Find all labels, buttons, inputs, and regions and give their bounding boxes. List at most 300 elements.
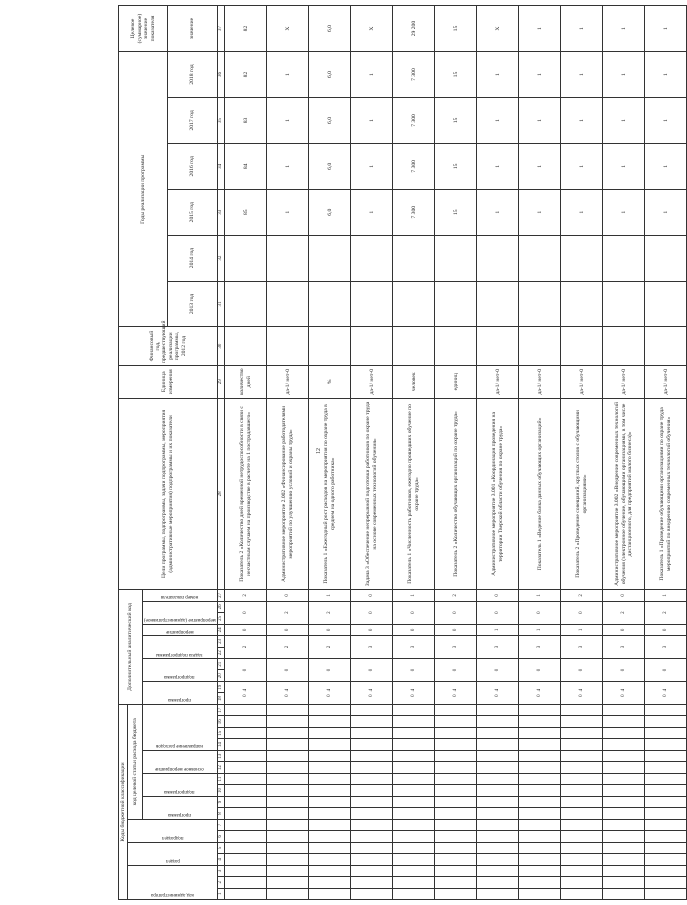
- year-value-cell: 85: [225, 189, 267, 235]
- year-value-cell: 15: [435, 189, 477, 235]
- table-row: [477, 6, 519, 900]
- budget-code-cell: [603, 831, 645, 842]
- goal-description-cell: Показатель 1 «Численность работников, ежегодно прошедших обучение по охране труда»: [393, 398, 435, 589]
- add-subprogram-cell: 0: [561, 659, 603, 682]
- code-digit: 0: [243, 694, 249, 697]
- table-row: [267, 6, 309, 900]
- budget-code-cell: [267, 704, 309, 716]
- year-value-cell: 7 300: [393, 97, 435, 143]
- column-index-cell: 20: [217, 670, 225, 681]
- budget-code-cell: [477, 854, 519, 865]
- unit-cell: да-1/ нет-0: [351, 365, 393, 398]
- fin-year-cell: [393, 327, 435, 365]
- budget-code-cell: [561, 739, 603, 750]
- code-digit: 0: [453, 694, 459, 697]
- budget-code-cell: [393, 750, 435, 761]
- budget-code-cell: [393, 819, 435, 830]
- budget-code-cell: [519, 808, 561, 819]
- budget-code-cell: [477, 785, 519, 796]
- year-value-cell: [477, 235, 519, 281]
- budget-code-cell: [477, 773, 519, 784]
- column-index-cell: 37: [217, 6, 225, 52]
- budget-code-cell: [267, 796, 309, 807]
- budget-code-cell: [309, 727, 351, 738]
- budget-code-cell: [561, 704, 603, 716]
- budget-code-cell: [225, 888, 267, 899]
- year-value-cell: [393, 235, 435, 281]
- budget-code-cell: [603, 888, 645, 899]
- fin-year-cell: [477, 327, 519, 365]
- header-admin-code: код администратора: [128, 865, 217, 899]
- column-index-cell: 13: [217, 750, 225, 761]
- budget-code-cell: [603, 739, 645, 750]
- year-value-cell: 1: [351, 143, 393, 189]
- target-value-cell: 29 200: [393, 6, 435, 52]
- budget-code-cell: [267, 831, 309, 842]
- budget-code-cell: [225, 727, 267, 738]
- year-value-cell: [435, 235, 477, 281]
- budget-code-cell: [309, 785, 351, 796]
- column-index-cell: 9: [217, 796, 225, 807]
- code-digit: 0: [327, 694, 333, 697]
- year-value-cell: 7 300: [393, 143, 435, 189]
- budget-code-cell: [477, 704, 519, 716]
- column-index-cell: 35: [217, 97, 225, 143]
- budget-code-cell: [393, 796, 435, 807]
- year-value-cell: 1: [645, 189, 687, 235]
- year-value-cell: 1: [351, 189, 393, 235]
- year-value-cell: 6,0: [309, 189, 351, 235]
- add-subprogram-cell: 0: [603, 659, 645, 682]
- year-value-cell: [519, 281, 561, 327]
- budget-code-cell: [519, 773, 561, 784]
- add-admin-event-cell: 2: [267, 601, 309, 624]
- fin-year-cell: [519, 327, 561, 365]
- budget-code-cell: [645, 796, 687, 807]
- budget-code-cell: [519, 716, 561, 727]
- add-indicator-cell: 1: [393, 590, 435, 602]
- add-admin-event-cell: 0: [393, 601, 435, 624]
- budget-code-cell: [603, 808, 645, 819]
- column-index-cell: 1: [217, 888, 225, 899]
- budget-code-cell: [645, 865, 687, 876]
- table-row: [519, 6, 561, 900]
- add-task-cell: 3: [645, 636, 687, 659]
- budget-code-cell: [309, 854, 351, 865]
- budget-code-cell: [519, 796, 561, 807]
- header-subprogram: подпрограмма: [142, 773, 217, 796]
- year-value-cell: 1: [603, 189, 645, 235]
- budget-code-cell: [477, 808, 519, 819]
- budget-code-cell: [309, 842, 351, 853]
- budget-code-cell: [561, 762, 603, 773]
- budget-code-cell: [477, 842, 519, 853]
- code-digit: 0: [663, 694, 669, 697]
- header-year-2015: 2015 год: [168, 189, 217, 235]
- budget-code-cell: [645, 785, 687, 796]
- year-value-cell: [351, 235, 393, 281]
- budget-code-cell: [351, 739, 393, 750]
- add-admin-event-cell: 0: [561, 601, 603, 624]
- budget-code-cell: [309, 819, 351, 830]
- budget-code-cell: [393, 773, 435, 784]
- column-index-cell: 15: [217, 727, 225, 738]
- year-value-cell: 1: [519, 52, 561, 98]
- budget-code-cell: [267, 773, 309, 784]
- year-value-cell: [603, 235, 645, 281]
- header-fin-year: Финансовый год, предшествующий реализации программы, 2012 год: [119, 327, 218, 365]
- year-value-cell: 1: [645, 52, 687, 98]
- program-table: [118, 5, 687, 900]
- add-admin-event-cell: 0: [225, 601, 267, 624]
- add-indicator-cell: 2: [435, 590, 477, 602]
- year-value-cell: 1: [477, 97, 519, 143]
- year-value-cell: 1: [477, 52, 519, 98]
- budget-code-cell: [561, 785, 603, 796]
- budget-code-cell: [435, 877, 477, 888]
- budget-code-cell: [309, 739, 351, 750]
- column-index-cell: 19: [217, 681, 225, 692]
- add-event-cell: 1: [519, 624, 561, 635]
- code-digit: 4: [285, 688, 291, 692]
- budget-code-cell: [477, 727, 519, 738]
- budget-code-cell: [393, 727, 435, 738]
- code-digit: 4: [453, 688, 459, 692]
- budget-code-cell: [225, 739, 267, 750]
- budget-code-cell: [519, 854, 561, 865]
- column-index-cell: 2: [217, 877, 225, 888]
- table-row: [603, 6, 645, 900]
- budget-code-cell: [225, 854, 267, 865]
- budget-code-cell: [603, 704, 645, 716]
- budget-code-cell: [645, 773, 687, 784]
- budget-code-cell: [435, 796, 477, 807]
- budget-code-cell: [561, 854, 603, 865]
- budget-code-cell: [309, 865, 351, 876]
- budget-code-cell: [603, 762, 645, 773]
- year-value-cell: 1: [561, 97, 603, 143]
- header-year-2018: 2018 год: [168, 52, 217, 98]
- unit-cell: единиц: [435, 365, 477, 398]
- budget-code-cell: [351, 819, 393, 830]
- year-value-cell: [519, 235, 561, 281]
- year-value-cell: [645, 281, 687, 327]
- column-index-cell: 10: [217, 785, 225, 796]
- code-digit: 0: [495, 694, 501, 697]
- rotated-sheet: [118, 0, 672, 900]
- add-task-cell: 2: [225, 636, 267, 659]
- budget-code-cell: [309, 877, 351, 888]
- budget-code-cell: [351, 865, 393, 876]
- budget-code-cell: [435, 808, 477, 819]
- header-years: Годы реализации программы: [119, 52, 168, 327]
- target-value-cell: Х: [477, 6, 519, 52]
- budget-code-cell: [645, 854, 687, 865]
- column-index-cell: 24: [217, 624, 225, 635]
- code-digit: 4: [579, 688, 585, 692]
- budget-code-cell: [645, 762, 687, 773]
- budget-code-cell: [225, 704, 267, 716]
- budget-code-cell: [309, 750, 351, 761]
- fin-year-cell: [267, 327, 309, 365]
- column-index-cell: 27: [217, 590, 225, 602]
- budget-code-cell: [603, 865, 645, 876]
- fin-year-cell: [225, 327, 267, 365]
- budget-code-cell: [225, 716, 267, 727]
- add-subprogram-cell: 0: [393, 659, 435, 682]
- budget-code-cell: [225, 773, 267, 784]
- year-value-cell: [603, 281, 645, 327]
- budget-code-cell: [225, 750, 267, 761]
- add-subprogram-cell: 0: [267, 659, 309, 682]
- budget-code-cell: [477, 750, 519, 761]
- add-task-cell: 2: [267, 636, 309, 659]
- code-digit: 4: [327, 688, 333, 692]
- table-body: [225, 6, 687, 900]
- add-program-cell: [351, 681, 393, 704]
- budget-code-cell: [267, 716, 309, 727]
- goal-description-cell: Административное мероприятие 3.002 «Внедрение современных технологий обучения (электронное обучение, обучающими организациями, в том числе дистанционного, для предприятий малого бизнеса)»: [603, 398, 645, 589]
- budget-code-cell: [351, 704, 393, 716]
- budget-code-cell: [435, 831, 477, 842]
- add-indicator-cell: 1: [645, 590, 687, 602]
- code-digit: 0: [285, 694, 291, 697]
- target-value-cell: 1: [561, 6, 603, 52]
- year-value-cell: 6,0: [309, 143, 351, 189]
- budget-code-cell: [309, 773, 351, 784]
- code-digit: 0: [411, 694, 417, 697]
- goal-description-cell: Показатель 2 «Количество обучающих организаций по охране труда»: [435, 398, 477, 589]
- budget-code-cell: [561, 842, 603, 853]
- add-event-cell: 1: [561, 624, 603, 635]
- budget-code-cell: [519, 865, 561, 876]
- table-row: [225, 6, 267, 900]
- year-value-cell: [393, 281, 435, 327]
- header-year-2016: 2016 год: [168, 143, 217, 189]
- budget-code-cell: [435, 842, 477, 853]
- add-admin-event-cell: 2: [603, 601, 645, 624]
- unit-cell: да-1/ нет-0: [561, 365, 603, 398]
- header-budget-classification: Коды бюджетной классификации: [119, 704, 128, 899]
- year-value-cell: 1: [561, 189, 603, 235]
- fin-year-cell: [435, 327, 477, 365]
- year-value-cell: 15: [435, 52, 477, 98]
- add-event-cell: 0: [603, 624, 645, 635]
- header-subsection: подраздел: [128, 819, 217, 842]
- year-value-cell: 1: [603, 97, 645, 143]
- budget-code-cell: [561, 750, 603, 761]
- column-index-cell: 33: [217, 189, 225, 235]
- header-additional-code: Дополнительный аналитический код: [119, 590, 143, 705]
- goal-description-cell: Задача 3 «Обеспечение непрерывной подготовки работников по охране труда на основе современных технологий обучения»: [351, 398, 393, 589]
- budget-code-cell: [393, 865, 435, 876]
- column-index-cell: 18: [217, 693, 225, 704]
- budget-code-cell: [435, 762, 477, 773]
- goal-description-cell: Показатель 2 «Проведение совещаний, круглых столов с обучающими организациями»: [561, 398, 603, 589]
- unit-cell: %: [309, 365, 351, 398]
- budget-code-cell: [645, 877, 687, 888]
- budget-code-cell: [561, 773, 603, 784]
- budget-code-cell: [477, 865, 519, 876]
- year-value-cell: [561, 281, 603, 327]
- year-value-cell: 1: [645, 143, 687, 189]
- add-admin-event-cell: 0: [519, 601, 561, 624]
- header-target: Целевое (суммарное) значение показателя: [119, 6, 168, 52]
- column-index-cell: 34: [217, 143, 225, 189]
- budget-code-cell: [603, 750, 645, 761]
- year-value-cell: 1: [561, 52, 603, 98]
- code-digit: 4: [621, 688, 627, 692]
- add-program-cell: [267, 681, 309, 704]
- budget-code-cell: [225, 877, 267, 888]
- budget-code-cell: [435, 716, 477, 727]
- add-admin-event-cell: 0: [477, 601, 519, 624]
- target-value-cell: 1: [645, 6, 687, 52]
- budget-code-cell: [603, 785, 645, 796]
- budget-code-cell: [477, 888, 519, 899]
- budget-code-cell: [561, 727, 603, 738]
- year-value-cell: 1: [519, 97, 561, 143]
- unit-cell: человек: [393, 365, 435, 398]
- budget-code-cell: [603, 727, 645, 738]
- year-value-cell: 1: [645, 97, 687, 143]
- budget-code-cell: [393, 704, 435, 716]
- target-value-cell: Х: [351, 6, 393, 52]
- budget-code-cell: [267, 842, 309, 853]
- table-row: [393, 6, 435, 900]
- year-value-cell: [561, 235, 603, 281]
- year-value-cell: [645, 235, 687, 281]
- add-event-cell: 0: [435, 624, 477, 635]
- header-year-2014: 2014 год: [168, 235, 217, 281]
- budget-code-cell: [393, 716, 435, 727]
- budget-code-cell: [225, 785, 267, 796]
- budget-code-cell: [393, 831, 435, 842]
- budget-code-cell: [603, 842, 645, 853]
- add-event-cell: 1: [477, 624, 519, 635]
- goal-description-cell: Административное мероприятие 3.001 «Координация проведения на территории Тверской области обучения по охране труда»: [477, 398, 519, 589]
- add-event-cell: 0: [267, 624, 309, 635]
- budget-code-cell: [225, 819, 267, 830]
- page-number: 12: [316, 448, 322, 454]
- budget-code-cell: [603, 773, 645, 784]
- year-value-cell: 84: [225, 143, 267, 189]
- year-value-cell: 6,0: [309, 52, 351, 98]
- add-admin-event-cell: 0: [435, 601, 477, 624]
- budget-code-cell: [603, 877, 645, 888]
- year-value-cell: [225, 281, 267, 327]
- add-subprogram-cell: 0: [519, 659, 561, 682]
- budget-code-cell: [309, 704, 351, 716]
- budget-code-cell: [351, 888, 393, 899]
- add-event-cell: 0: [351, 624, 393, 635]
- budget-code-cell: [519, 842, 561, 853]
- budget-code-cell: [519, 831, 561, 842]
- budget-code-cell: [519, 877, 561, 888]
- budget-code-cell: [267, 865, 309, 876]
- header-unit: Единица измерения: [119, 365, 218, 398]
- add-task-cell: 3: [519, 636, 561, 659]
- year-value-cell: 1: [477, 143, 519, 189]
- code-digit: 4: [369, 688, 375, 692]
- fin-year-cell: [603, 327, 645, 365]
- budget-code-cell: [435, 865, 477, 876]
- unit-cell: да-1/ нет-0: [645, 365, 687, 398]
- budget-code-cell: [603, 716, 645, 727]
- year-value-cell: [309, 281, 351, 327]
- unit-cell: да-1/ нет-0: [267, 365, 309, 398]
- column-index-cell: 12: [217, 762, 225, 773]
- year-value-cell: 1: [519, 143, 561, 189]
- add-subprogram-cell: 0: [645, 659, 687, 682]
- add-program-cell: [225, 681, 267, 704]
- budget-code-cell: [561, 888, 603, 899]
- budget-code-cell: [225, 762, 267, 773]
- column-index-cell: 11: [217, 773, 225, 784]
- code-digit: 4: [411, 688, 417, 692]
- year-value-cell: 7 300: [393, 52, 435, 98]
- column-index-cell: 5: [217, 842, 225, 853]
- year-value-cell: 1: [477, 189, 519, 235]
- budget-code-cell: [351, 854, 393, 865]
- header-add-program: программа: [142, 681, 217, 704]
- budget-code-cell: [519, 727, 561, 738]
- budget-code-cell: [645, 727, 687, 738]
- budget-code-cell: [645, 842, 687, 853]
- budget-code-cell: [435, 750, 477, 761]
- budget-code-cell: [477, 819, 519, 830]
- budget-code-cell: [351, 762, 393, 773]
- code-digit: 0: [579, 694, 585, 697]
- budget-code-cell: [519, 785, 561, 796]
- budget-code-cell: [393, 762, 435, 773]
- budget-code-cell: [477, 796, 519, 807]
- budget-code-cell: [477, 877, 519, 888]
- budget-code-cell: [351, 785, 393, 796]
- budget-code-cell: [267, 727, 309, 738]
- table-row: [561, 6, 603, 900]
- fin-year-cell: [561, 327, 603, 365]
- add-program-cell: [561, 681, 603, 704]
- budget-code-cell: [309, 831, 351, 842]
- column-index-cell: 36: [217, 52, 225, 98]
- budget-code-cell: [225, 796, 267, 807]
- budget-code-cell: [435, 704, 477, 716]
- year-value-cell: 1: [351, 52, 393, 98]
- add-subprogram-cell: 0: [225, 659, 267, 682]
- year-value-cell: [267, 281, 309, 327]
- add-indicator-cell: 1: [519, 590, 561, 602]
- add-task-cell: 2: [309, 636, 351, 659]
- year-value-cell: 1: [267, 143, 309, 189]
- add-program-cell: [435, 681, 477, 704]
- add-admin-event-cell: 2: [645, 601, 687, 624]
- code-digit: 4: [537, 688, 543, 692]
- table-row: [645, 6, 687, 900]
- add-program-cell: [477, 681, 519, 704]
- budget-code-cell: [477, 831, 519, 842]
- year-value-cell: 15: [435, 143, 477, 189]
- budget-code-cell: [435, 739, 477, 750]
- budget-code-cell: [267, 854, 309, 865]
- column-index-cell: 14: [217, 739, 225, 750]
- add-indicator-cell: 2: [225, 590, 267, 602]
- budget-code-cell: [645, 808, 687, 819]
- header-target-article: код целевой статьи расхода бюджета: [128, 704, 142, 819]
- column-index-cell: 25: [217, 613, 225, 624]
- add-program-cell: [393, 681, 435, 704]
- header-year-2017: 2017 год: [168, 97, 217, 143]
